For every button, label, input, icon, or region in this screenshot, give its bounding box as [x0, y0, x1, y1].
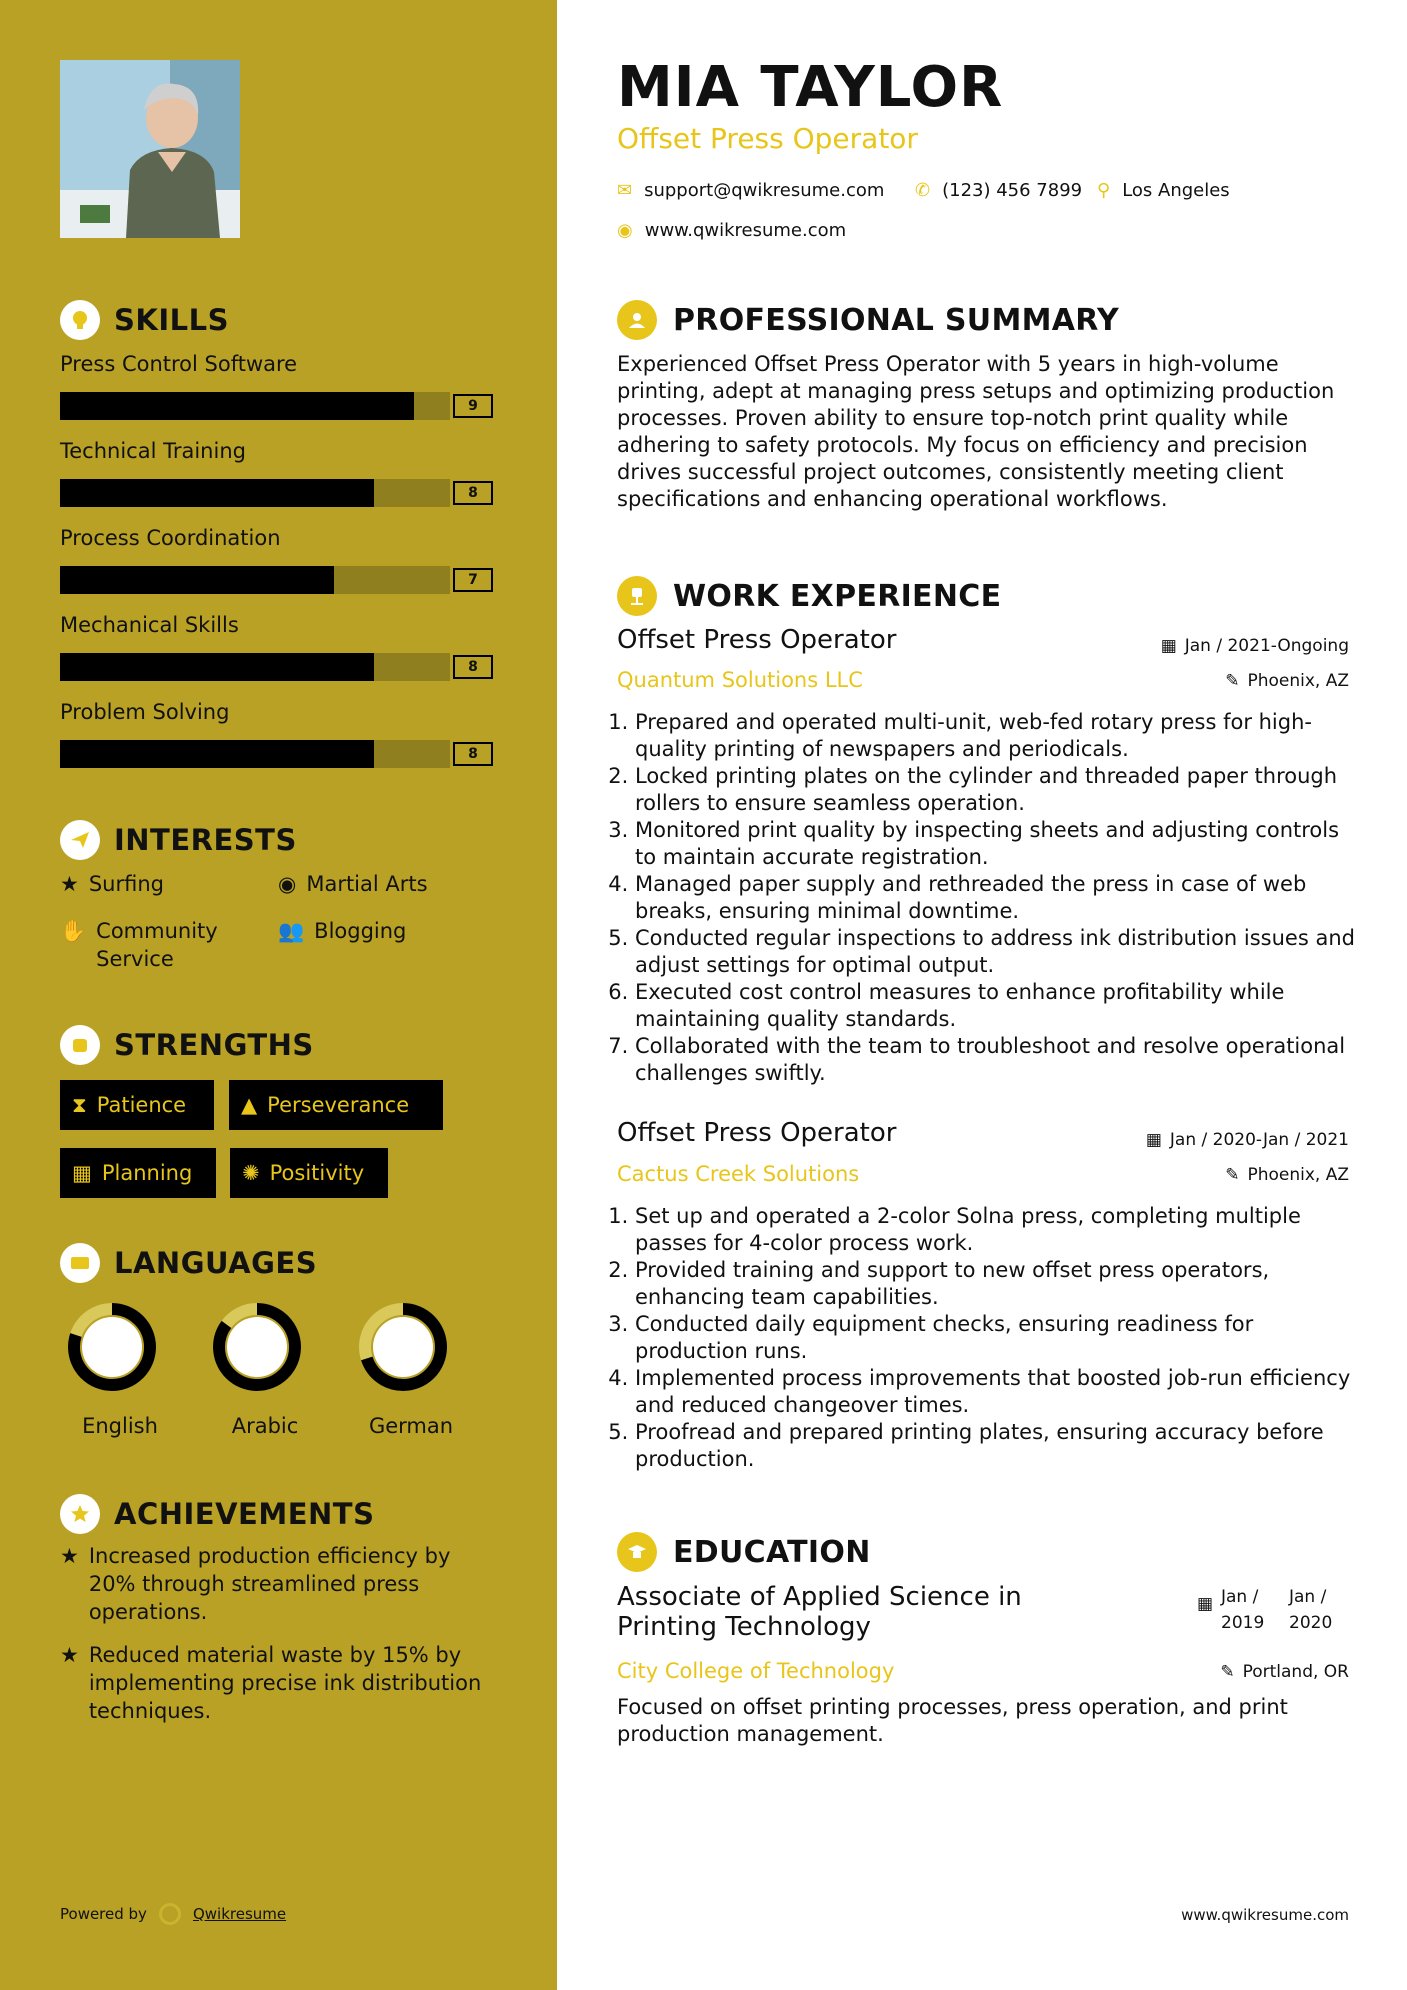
job-dates [1161, 636, 1349, 656]
achievement-item [60, 1542, 500, 1626]
skill-score: 8 [453, 655, 493, 679]
interests-header [60, 820, 297, 860]
contact-website[interactable] [617, 220, 846, 241]
interest-item [60, 917, 260, 973]
company-name: Cactus Creek Solutions [617, 1162, 860, 1186]
sun-icon: ✺ [242, 1161, 260, 1185]
globe-icon: ◉ [617, 220, 633, 241]
skill-bar [60, 566, 450, 594]
school-name: City College of Technology [617, 1659, 895, 1683]
paper-plane-icon [60, 820, 100, 860]
education-start: Jan / 2019 [1221, 1587, 1265, 1633]
language-ring-center [82, 1317, 142, 1377]
interest-label: Community Service [96, 919, 218, 971]
hourglass-icon: ⧗ [72, 1092, 87, 1117]
skill-bar-fill [60, 740, 374, 768]
interests-title: INTERESTS [114, 823, 297, 857]
language-label: German [368, 1414, 454, 1438]
pin-icon: ✎ [1225, 1165, 1240, 1185]
main-content [557, 0, 1407, 1990]
contact-email[interactable] [617, 180, 884, 201]
star-icon: ★ [60, 872, 79, 896]
calendar-icon: ▦ [1145, 1130, 1162, 1150]
job-dates-text: Jan / 2020-Jan / 2021 [1169, 1130, 1349, 1150]
trophy-star-icon: ★ [60, 1643, 79, 1667]
skill-bar-fill [60, 479, 374, 507]
job-duties [617, 1203, 1365, 1473]
skill-score: 8 [453, 481, 493, 505]
footer-site[interactable]: www.qwikresume.com [1181, 1906, 1349, 1924]
globe-icon: ◉ [278, 872, 297, 896]
skill-score: 9 [453, 394, 493, 418]
strength-badge [60, 1080, 214, 1130]
strength-label: Patience [96, 1093, 187, 1117]
skill-label: Process Coordination [60, 526, 281, 550]
interest-item [278, 917, 406, 945]
profile-photo [60, 60, 240, 238]
language-ring [353, 1297, 453, 1401]
job-location [1225, 1165, 1349, 1185]
powered-by-label: Powered by [60, 1905, 147, 1923]
calendar-icon: ▦ [72, 1161, 92, 1185]
skill-label: Mechanical Skills [60, 613, 239, 637]
map-pin-icon: ⚲ [1097, 180, 1111, 201]
summary-title: PROFESSIONAL SUMMARY [673, 302, 1120, 338]
languages-title: LANGUAGES [114, 1246, 318, 1280]
education-location-text: Portland, OR [1242, 1662, 1349, 1682]
job-duties [617, 709, 1365, 1087]
experience-header [617, 576, 1001, 616]
skill-label: Press Control Software [60, 352, 298, 376]
phone-icon: ✆ [915, 180, 931, 201]
achievements-title: ACHIEVEMENTS [114, 1497, 375, 1531]
duty-item: 5. Conducted regular inspections to address ink distribution issues and adjust settings for optimal output. [635, 925, 1365, 979]
education-header [617, 1532, 871, 1572]
interest-label: Blogging [314, 919, 407, 943]
interest-label: Surfing [88, 872, 164, 896]
achievements-header [60, 1494, 374, 1534]
website-text: www.qwikresume.com [644, 220, 847, 241]
contact-location [1097, 180, 1230, 201]
contact-phone[interactable] [915, 180, 1082, 201]
education-location [1220, 1662, 1349, 1682]
duty-item: 3. Conducted daily equipment checks, ensuring readiness for production runs. [635, 1311, 1365, 1365]
strength-label: Perseverance [267, 1093, 410, 1117]
language-label: English [82, 1414, 158, 1438]
envelope-icon: ✉ [617, 180, 633, 201]
calendar-icon: ▦ [1160, 636, 1177, 656]
achievement-text: Increased production efficiency by 20% through streamlined press operations. [88, 1544, 451, 1624]
phone-text: (123) 456 7899 [942, 180, 1083, 201]
skills-title: SKILLS [114, 303, 229, 337]
degree-line: Associate of Applied Science in [617, 1582, 1022, 1612]
road-icon: ▲ [241, 1093, 258, 1117]
summary-header [617, 300, 1119, 340]
skill-bar-fill [60, 566, 334, 594]
interest-item [60, 870, 164, 898]
fist-icon [60, 1025, 100, 1065]
user-icon [617, 300, 657, 340]
pin-icon: ✎ [1220, 1662, 1235, 1682]
skill-bar [60, 653, 450, 681]
strength-label: Positivity [269, 1161, 365, 1185]
duty-item: 6. Executed cost control measures to enhance profitability while maintaining quality standards. [635, 979, 1365, 1033]
language-label: Arabic [231, 1414, 299, 1438]
office-chair-icon [617, 576, 657, 616]
skills-header [60, 300, 229, 340]
duty-item: 2. Locked printing plates on the cylinder and threaded paper through rollers to ensure seamless operation. [635, 763, 1365, 817]
trophy-star-icon: ★ [60, 1544, 79, 1568]
strength-label: Planning [101, 1161, 193, 1185]
duty-item: 4. Implemented process improvements that boosted job-run efficiency and reduced changeover times. [635, 1365, 1365, 1419]
job-location-text: Phoenix, AZ [1247, 671, 1349, 691]
pin-icon: ✎ [1225, 671, 1240, 691]
brand-link[interactable]: Qwikresume [192, 1905, 287, 1923]
education-text: Focused on offset printing processes, press operation, and print production management. [617, 1695, 1288, 1746]
language-ring [62, 1297, 162, 1401]
candidate-name: MIA TAYLOR [617, 55, 1004, 120]
skill-score: 8 [453, 742, 493, 766]
job-title: Offset Press Operator [617, 625, 897, 655]
star-badge-icon [60, 1494, 100, 1534]
languages-header [60, 1243, 317, 1283]
handshake-icon: ✋ [60, 919, 87, 943]
education-title: EDUCATION [673, 1534, 871, 1570]
education-end: Jan / 2020 [1289, 1587, 1333, 1633]
skill-score: 7 [453, 568, 493, 592]
qwikresume-logo-icon [159, 1903, 181, 1925]
lightbulb-icon [60, 300, 100, 340]
duty-item: 1. Set up and operated a 2-color Solna press, completing multiple passes for 4-color process work. [635, 1203, 1365, 1257]
duty-item: 7. Collaborated with the team to troubleshoot and resolve operational challenges swiftly. [635, 1033, 1365, 1087]
achievement-item [60, 1641, 500, 1725]
language-ring-center [373, 1317, 433, 1377]
job-location-text: Phoenix, AZ [1247, 1165, 1349, 1185]
skill-bar-fill [60, 653, 374, 681]
id-card-icon [60, 1243, 100, 1283]
experience-title: WORK EXPERIENCE [673, 578, 1002, 614]
strength-badge [229, 1080, 443, 1130]
duty-item: 4. Managed paper supply and rethreaded the press in case of web breaks, ensuring minimal downtime. [635, 871, 1365, 925]
skill-bar-fill [60, 392, 414, 420]
powered-by [60, 1903, 286, 1925]
job-location [1225, 671, 1349, 691]
email-text: support@qwikresume.com [644, 180, 885, 201]
calendar-icon: ▦ [1196, 1594, 1213, 1614]
job-dates [1146, 1130, 1349, 1150]
duty-item: 2. Provided training and support to new offset press operators, enhancing team capabilities. [635, 1257, 1365, 1311]
location-text: Los Angeles [1122, 180, 1230, 201]
degree-title [617, 1582, 1022, 1642]
education-dates [1197, 1584, 1349, 1636]
strength-badge [230, 1148, 388, 1198]
interest-label: Martial Arts [306, 872, 428, 896]
users-icon: 👥 [278, 919, 305, 943]
job-title: Offset Press Operator [617, 1118, 897, 1148]
skill-label: Problem Solving [60, 700, 230, 724]
strengths-title: STRENGTHS [114, 1028, 314, 1062]
language-ring [207, 1297, 307, 1401]
job-dates-text: Jan / 2021-Ongoing [1184, 636, 1349, 656]
sidebar [0, 0, 557, 1990]
interest-item [278, 870, 428, 898]
skill-bar [60, 392, 450, 420]
skill-label: Technical Training [60, 439, 246, 463]
strength-badge [60, 1148, 216, 1198]
candidate-role: Offset Press Operator [617, 122, 918, 155]
achievement-text: Reduced material waste by 15% by implementing precise ink distribution techniques. [88, 1643, 482, 1723]
graduate-icon [617, 1532, 657, 1572]
duty-item: 1. Prepared and operated multi-unit, web-fed rotary press for high-quality printing of newspapers and periodicals. [635, 709, 1365, 763]
duty-item: 3. Monitored print quality by inspecting sheets and adjusting controls to maintain accurate registration. [635, 817, 1365, 871]
strengths-header [60, 1025, 314, 1065]
duty-item: 5. Proofread and prepared printing plates, ensuring accuracy before production. [635, 1419, 1365, 1473]
summary-text: Experienced Offset Press Operator with 5 years in high-volume printing, adept at managing press setups and optimizing production processes. Proven ability to ensure top-notch print quality while adhering to safety protocols. My focus on efficiency and precision drives successful project outcomes, consistently meeting client specifications and enhancing operational workflows. [617, 352, 1335, 511]
company-name: Quantum Solutions LLC [617, 668, 863, 692]
skill-bar [60, 740, 450, 768]
language-ring-center [227, 1317, 287, 1377]
skill-bar [60, 479, 450, 507]
degree-line: Printing Technology [617, 1612, 871, 1642]
